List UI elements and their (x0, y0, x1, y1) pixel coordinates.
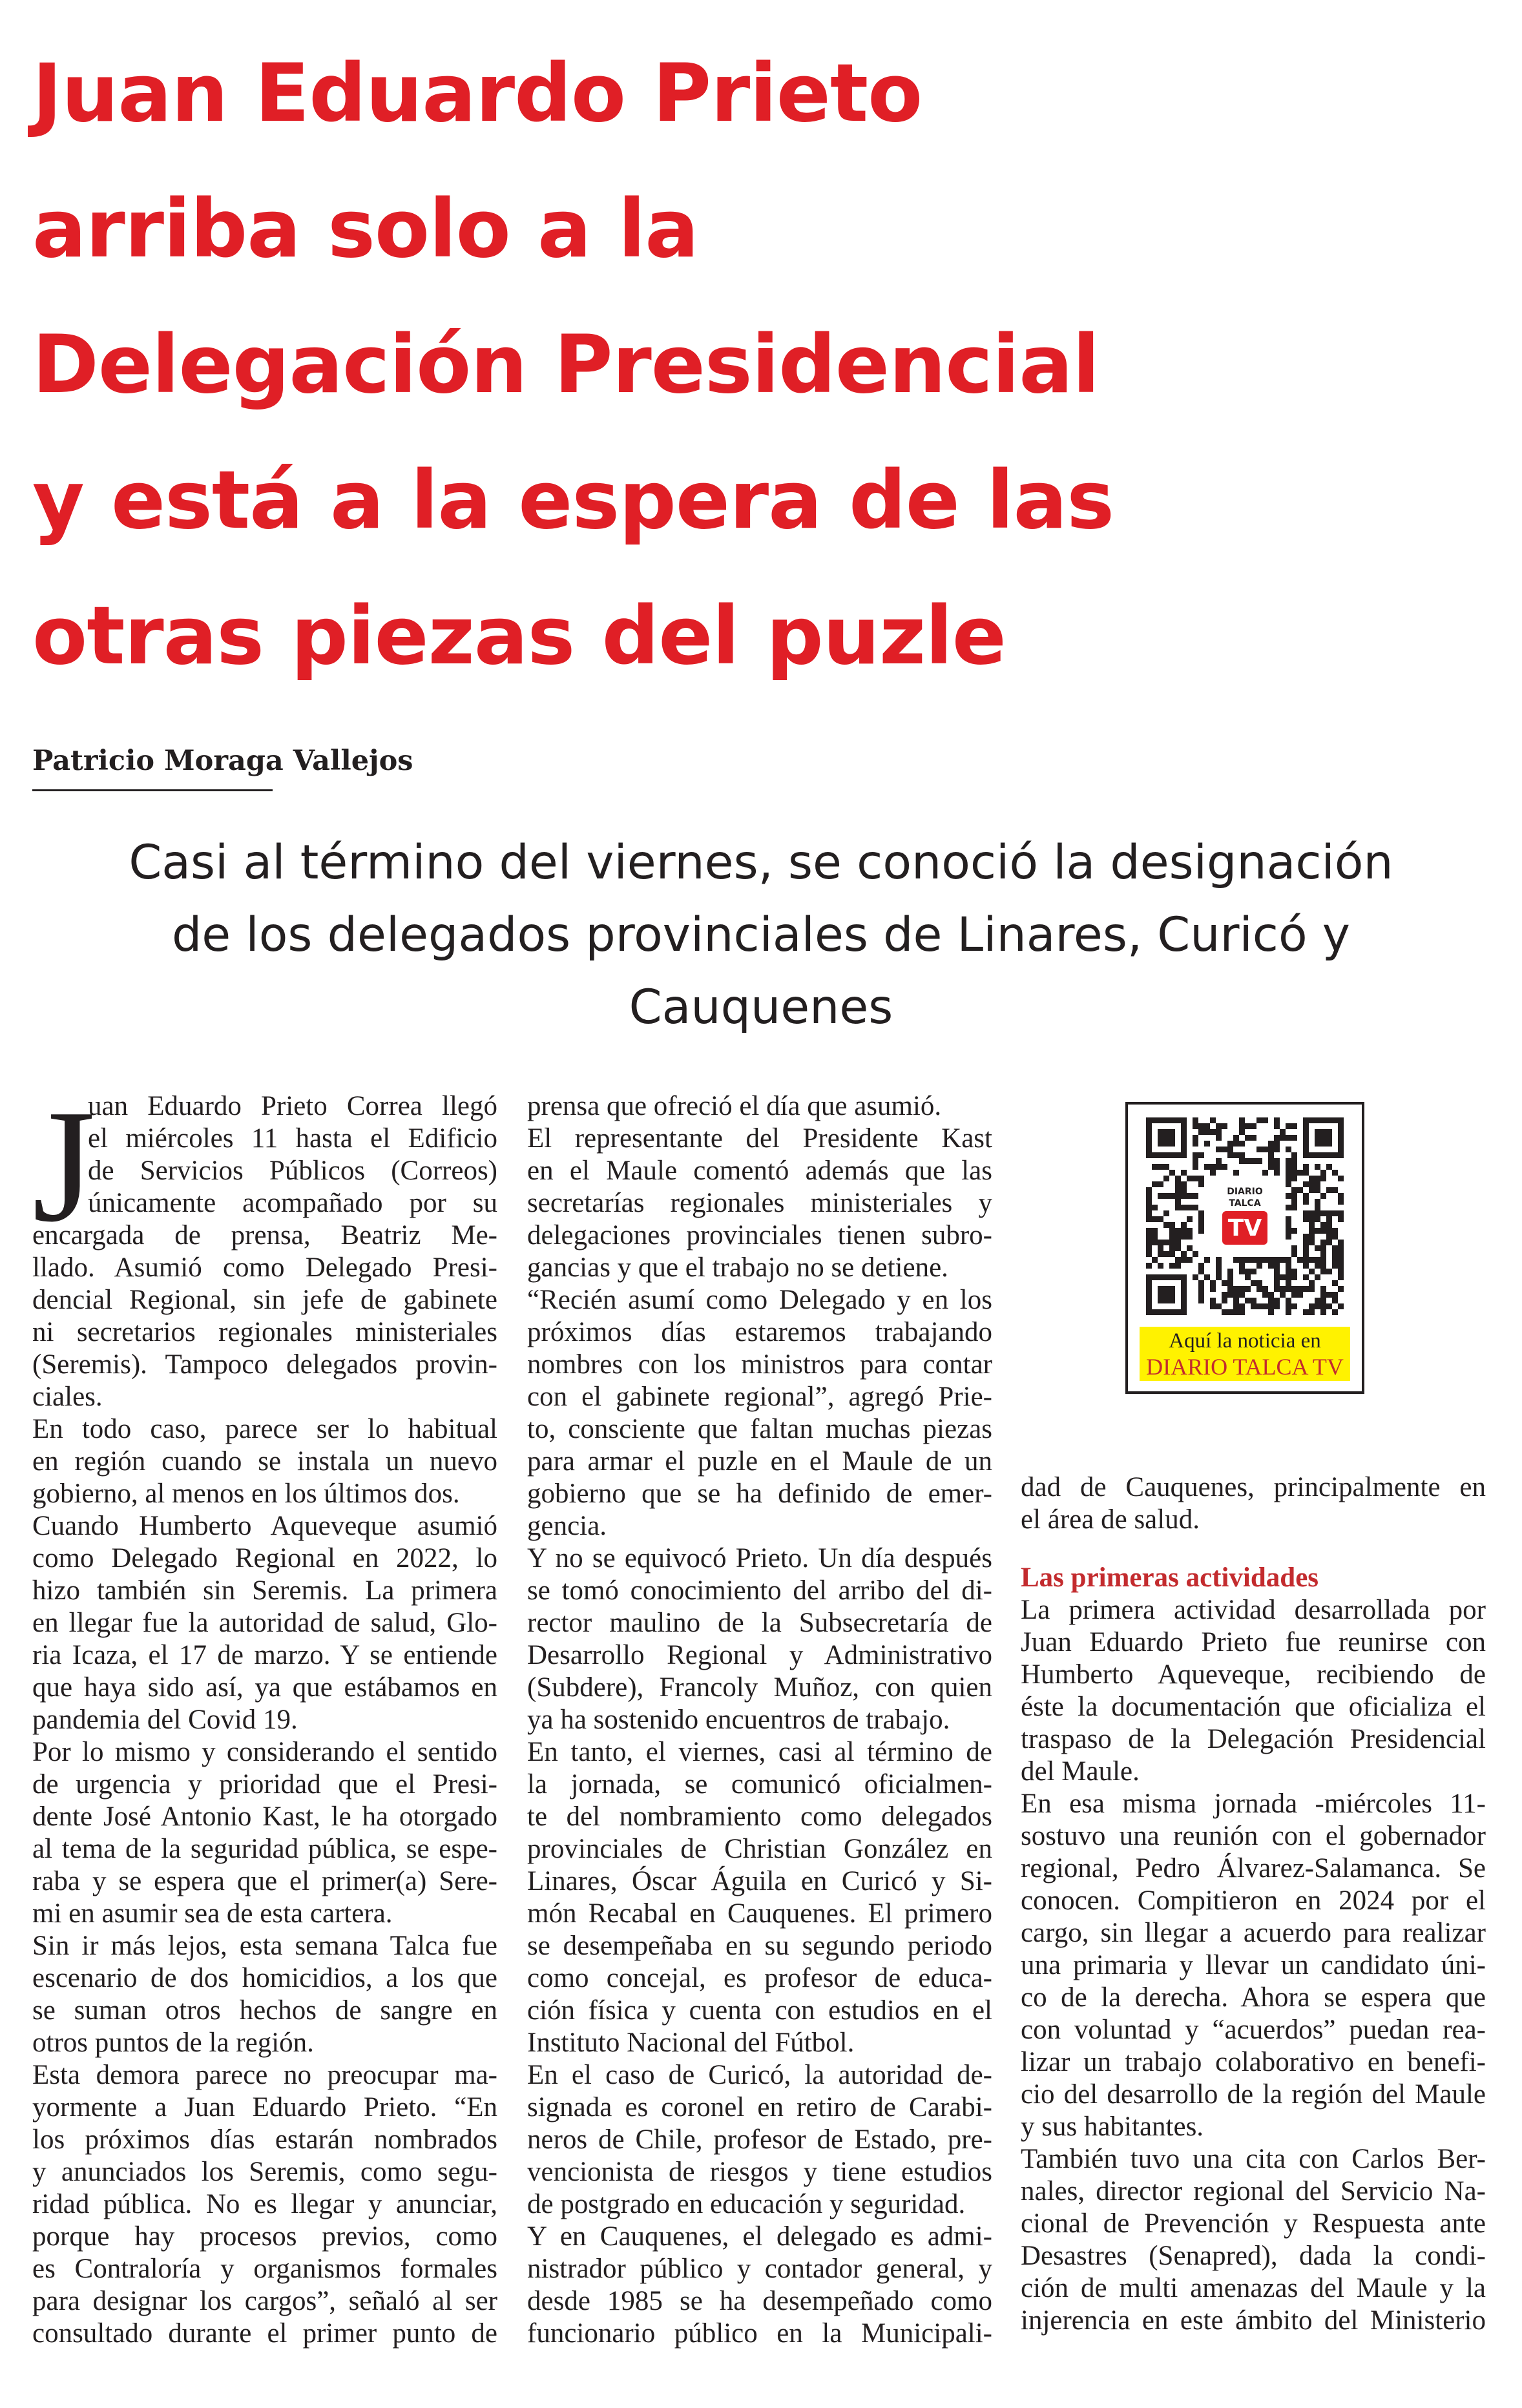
article-line: que haya sido así, ya que estábamos en (32, 1672, 497, 1703)
article-line: traspaso de la Delegación Presidencial (1021, 1724, 1486, 1754)
article-line: secretarías regionales ministeriales y (527, 1188, 992, 1218)
article-line: pandemia del Covid 19. (32, 1705, 298, 1735)
subtitle-line: de los delegados provinciales de Linares, Curicó y (171, 908, 1351, 962)
article-line: escenario de dos homicidios, a los que (32, 1963, 497, 1993)
article-line: cional de Prevención y Respuesta ante (1021, 2208, 1486, 2239)
article-line: En esa misma jornada -miércoles 11- (1021, 1789, 1486, 1819)
article-line: el miércoles 11 hasta el Edificio (88, 1123, 497, 1154)
article-line: co de la derecha. Ahora se espera que (1021, 1982, 1486, 2013)
article-line: en el Maule comentó además que las (527, 1156, 992, 1186)
qr-caption-line-1: Aquí la noticia en (1169, 1329, 1321, 1353)
article-line: se tomó conocimiento del arribo del di- (527, 1575, 992, 1606)
article-line: se desempeñaba en su segundo periodo (527, 1931, 992, 1961)
article-line: éste la documentación que oficializa el (1021, 1692, 1486, 1722)
article-line: lizar un trabajo colaborativo en benefi- (1021, 2047, 1486, 2077)
headline-line: otras piezas del puzle (32, 590, 1006, 683)
article-line: al tema de la seguridad pública, se espe- (32, 1834, 497, 1864)
article-line: se suman otros hechos de sangre en (32, 1995, 497, 2026)
article-line: la jornada, se comunicó oficialmen- (527, 1769, 992, 1800)
article-line: en llegar fue la autoridad de salud, Glo- (32, 1608, 497, 1638)
subtitle-line: Casi al término del viernes, se conoció la designación (129, 835, 1393, 890)
article-line: te del nombramiento como delegados (527, 1801, 992, 1832)
article-line: porque hay procesos previos, como (32, 2221, 497, 2252)
article-line: nales, director regional del Servicio Na- (1021, 2176, 1486, 2206)
article-line: Por lo mismo y considerando el sentido (32, 1737, 497, 1767)
article-line: En todo caso, parece ser lo habitual (32, 1414, 497, 1444)
article-line: de postgrado en educación y seguridad. (527, 2189, 966, 2219)
article-line: (Seremis). Tampoco delegados provin- (32, 1349, 497, 1380)
article-line: los próximos días estarán nombrados (32, 2124, 497, 2155)
article-line: prensa que ofreció el día que asumió. (527, 1091, 942, 1121)
article-line: únicamente acompañado por su (88, 1188, 497, 1218)
article-line: gobierno que se ha definido de emer- (527, 1479, 992, 1509)
article-line: neros de Chile, profesor de Estado, pre- (527, 2124, 992, 2155)
article-line: gobierno, al menos en los últimos dos. (32, 1479, 460, 1509)
article-line: El representante del Presidente Kast (527, 1123, 992, 1154)
article-line: Linares, Óscar Águila en Curicó y Si- (527, 1866, 992, 1896)
article-line: vencionista de riesgos y tiene estudios (527, 2157, 992, 2187)
article-line: es Contraloría y organismos formales (32, 2254, 497, 2284)
article-line: ción física y cuenta con estudios en el (527, 1995, 992, 2026)
article-line: nistrador público y contador general, y (527, 2254, 992, 2284)
paragraph-gap (1021, 1536, 1486, 1562)
article-line: gencia. (527, 1511, 607, 1541)
article-line: raba y se espera que el primer(a) Sere- (32, 1866, 497, 1896)
article-line: ridad pública. No es llegar y anunciar, (32, 2189, 497, 2219)
headline-line: arriba solo a la (32, 183, 698, 276)
article-line: rector maulino de la Subsecretaría de (527, 1608, 992, 1638)
article-line: desde 1985 se ha desempeñado como (527, 2286, 992, 2316)
article-line: “Recién asumí como Delegado y en los (527, 1285, 992, 1315)
article-line: ni secretarios regionales ministeriales (32, 1317, 497, 1347)
article-line: otros puntos de la región. (32, 2028, 314, 2058)
article-line: nombres con los ministros para contar (527, 1349, 992, 1380)
article-line: próximos días estaremos trabajando (527, 1317, 992, 1347)
article-line: dad de Cauquenes, principalmente en (1021, 1472, 1486, 1502)
article-line: Y no se equivocó Prieto. Un día después (527, 1543, 992, 1573)
article-line: conocen. Compitieron en 2024 por el (1021, 1885, 1486, 1916)
article-line: con el gabinete regional”, agregó Prie- (527, 1382, 992, 1412)
subtitle-line: Cauquenes (629, 980, 893, 1035)
article-line: una primaria y llevar un candidato úni- (1021, 1950, 1486, 1980)
article-line: En tanto, el viernes, casi al término de (527, 1737, 992, 1767)
article-line: Cuando Humberto Aqueveque asumió (32, 1511, 497, 1541)
article-line: y anunciados los Seremis, como segu- (32, 2157, 497, 2187)
qr-finder-top-right (1303, 1117, 1344, 1158)
article-line: para armar el puzle en el Maule de un (527, 1446, 992, 1477)
article-line: provinciales de Christian González en (527, 1834, 992, 1864)
article-line: Instituto Nacional del Fútbol. (527, 2028, 855, 2058)
article-line: En el caso de Curicó, la autoridad de- (527, 2060, 992, 2090)
headline (32, 26, 1512, 704)
article-line: dencial Regional, sin jefe de gabinete (32, 1285, 497, 1315)
article-line: Esta demora parece no preocupar ma- (32, 2060, 497, 2090)
article-line: delegaciones provinciales tienen subro- (527, 1220, 992, 1251)
article-line: ria Icaza, el 17 de marzo. Y se entiende (32, 1640, 497, 1670)
article-line: món Recabal en Cauquenes. El primero (527, 1898, 992, 1929)
qr-code[interactable] (1146, 1117, 1344, 1315)
article-line: cargo, sin llegar a acuerdo para realizar (1021, 1918, 1486, 1948)
byline: Patricio Moraga Vallejos (32, 742, 273, 791)
article-line: ya ha sostenido encuentros de trabajo. (527, 1705, 950, 1735)
article-line: regional, Pedro Álvarez-Salamanca. Se (1021, 1853, 1486, 1884)
article-line: ciales. (32, 1382, 103, 1412)
article-line: consultado durante el primer punto de (32, 2318, 497, 2349)
headline-line: Juan Eduardo Prieto (32, 47, 923, 140)
article-column-3 (1021, 1471, 1486, 2337)
article-line: sostuvo una reunión con el gobernador (1021, 1821, 1486, 1851)
article-line: de urgencia y prioridad que el Presi- (32, 1769, 497, 1800)
article-line: funcionario público en la Municipali- (527, 2318, 992, 2349)
article-line: del Maule. (1021, 1756, 1140, 1787)
article-line: llado. Asumió como Delegado Presi- (32, 1252, 497, 1283)
article-line: de Servicios Públicos (Correos) (88, 1156, 497, 1186)
article-line: También tuvo una cita con Carlos Ber- (1021, 2144, 1486, 2174)
article-line: injerencia en este ámbito del Ministerio (1021, 2305, 1486, 2336)
qr-finder-top-left (1146, 1117, 1187, 1158)
article-line: encargada de prensa, Beatriz Me- (32, 1220, 497, 1251)
headline-line: Delegación Presidencial (32, 318, 1100, 411)
article-line: Humberto Aqueveque, recibiendo de (1021, 1659, 1486, 1690)
headline-line: y está a la espera de las (32, 454, 1114, 547)
logo-text-top: DIARIO (1227, 1187, 1263, 1197)
article-line: uan Eduardo Prieto Correa llegó (88, 1091, 497, 1121)
article-line: yormente a Juan Eduardo Prieto. “En (32, 2092, 497, 2123)
article-line: Y en Cauquenes, el delegado es admi- (527, 2221, 992, 2252)
qr-caption-line-2: DIARIO TALCA TV (1146, 1354, 1344, 1380)
article-line: hizo también sin Seremis. La primera (32, 1575, 497, 1606)
qr-promo-box[interactable] (1125, 1102, 1364, 1394)
qr-caption (1140, 1327, 1350, 1381)
logo-badge-tv: TV (1227, 1215, 1262, 1241)
article-line: cio del desarrollo de la región del Maule (1021, 2079, 1486, 2110)
article-line: dente José Antonio Kast, le ha otorgado (32, 1801, 497, 1832)
article-line: signada es coronel en retiro de Carabi- (527, 2092, 992, 2123)
article-line: para designar los cargos”, señaló al ser (32, 2286, 497, 2316)
diario-talca-tv-logo (1210, 1181, 1280, 1251)
article-line: (Subdere), Francoly Muñoz, con quien (527, 1672, 992, 1703)
article-line: y sus habitantes. (1021, 2112, 1204, 2142)
article-line: Juan Eduardo Prieto fue reunirse con (1021, 1627, 1486, 1657)
article-line: Sin ir más lejos, esta semana Talca fue (32, 1931, 497, 1961)
article-column-1 (32, 1077, 497, 2350)
section-subheading: Las primeras actividades (1021, 1562, 1319, 1593)
article-line: Desastres (Senapred), dada la condi- (1021, 2241, 1486, 2271)
article-line: como concejal, es profesor de educa- (527, 1963, 992, 1993)
logo-text-mid: TALCA (1229, 1198, 1261, 1209)
article-line: La primera actividad desarrollada por (1021, 1595, 1486, 1625)
article-line: Desarrollo Regional y Administrativo (527, 1640, 992, 1670)
article-line: en región cuando se instala un nuevo (32, 1446, 497, 1477)
drop-cap: J (32, 1077, 96, 1256)
subtitle (39, 827, 1483, 1044)
article-column-2 (527, 1090, 992, 2350)
article-line: to, consciente que faltan muchas piezas (527, 1414, 992, 1444)
article-line: mi en asumir sea de esta cartera. (32, 1898, 393, 1929)
article-line: el área de salud. (1021, 1504, 1200, 1535)
article-line: como Delegado Regional en 2022, lo (32, 1543, 497, 1573)
qr-finder-bottom-left (1146, 1274, 1187, 1315)
article-line: con voluntad y “acuerdos” puedan rea- (1021, 2015, 1486, 2045)
article-line: gancias y que el trabajo no se detiene. (527, 1252, 948, 1283)
article-line: ción de multi amenazas del Maule y la (1021, 2273, 1486, 2303)
